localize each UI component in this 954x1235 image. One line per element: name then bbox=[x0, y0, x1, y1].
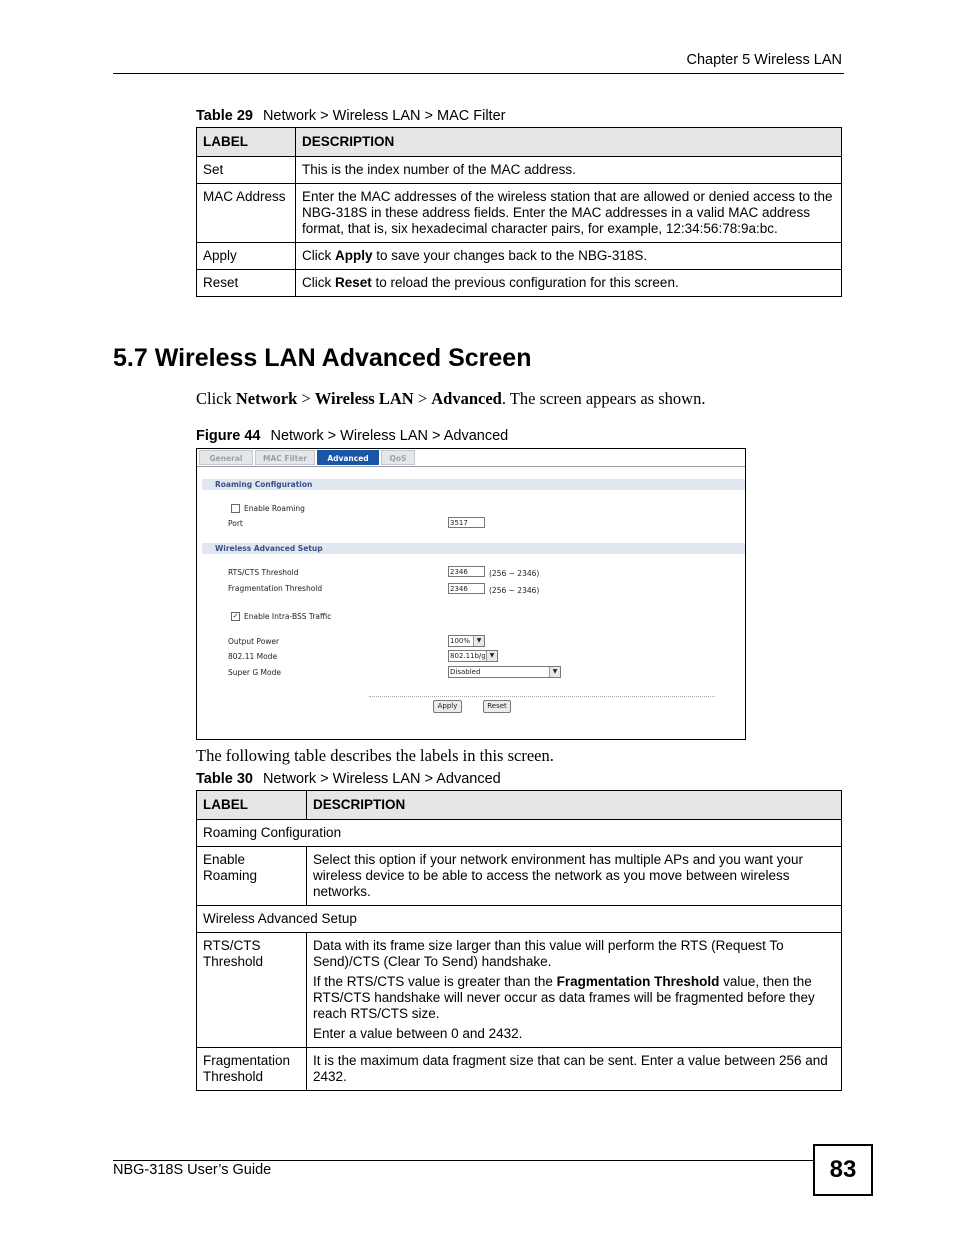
table-section-row bbox=[197, 906, 842, 933]
desc-text: Click bbox=[302, 248, 335, 263]
output-power-label: Output Power bbox=[228, 637, 280, 646]
super-g-label: Super G Mode bbox=[228, 668, 281, 677]
table-header-row bbox=[197, 128, 842, 157]
column-header-label: LABEL bbox=[197, 128, 296, 157]
desc-paragraph: Enter a value between 0 and 2432. bbox=[313, 1026, 523, 1041]
output-power-value: 100% bbox=[450, 637, 471, 645]
tab-qos[interactable]: QoS bbox=[381, 450, 415, 465]
row-label: Set bbox=[197, 157, 296, 184]
table-30-number: Table 30 bbox=[196, 771, 253, 787]
fragmentation-threshold-range: (256 ~ 2346) bbox=[489, 586, 540, 595]
figure-44-caption bbox=[196, 428, 508, 444]
row-description: This is the index number of the MAC address. bbox=[296, 157, 842, 184]
menu-advanced: Advanced bbox=[431, 389, 502, 408]
table-29 bbox=[196, 127, 842, 297]
header-rule bbox=[113, 73, 844, 74]
table-row bbox=[197, 157, 842, 184]
intro-paragraph bbox=[196, 389, 705, 409]
enable-roaming-label: Enable Roaming bbox=[244, 504, 305, 513]
table-row bbox=[197, 243, 842, 270]
row-label: Reset bbox=[197, 270, 296, 297]
super-g-select[interactable] bbox=[448, 666, 561, 678]
roaming-config-header: Roaming Configuration bbox=[202, 479, 745, 490]
section-roaming-configuration: Roaming Configuration bbox=[197, 820, 842, 847]
enable-roaming-checkbox[interactable] bbox=[231, 504, 240, 513]
intro-separator: > bbox=[413, 389, 432, 408]
rts-threshold-input[interactable]: 2346 bbox=[448, 566, 485, 577]
column-header-label: LABEL bbox=[197, 791, 307, 820]
row-description: It is the maximum data fragment size that can be sent. Enter a value between 256 and 2432. bbox=[307, 1048, 842, 1091]
intro-text: . The screen appears as shown. bbox=[501, 389, 706, 408]
divider bbox=[369, 696, 715, 697]
intra-bss-checkbox[interactable]: ✓ bbox=[232, 612, 239, 620]
chevron-down-icon: ▼ bbox=[549, 667, 560, 677]
desc-text: value, then the RTS/CTS handshake will never occur as data frames will be fragmented before they reach RTS/CTS size. bbox=[313, 974, 815, 1021]
following-text: The following table describes the labels in this screen. bbox=[196, 746, 554, 765]
figure-44-number: Figure 44 bbox=[196, 428, 261, 444]
chevron-down-icon: ▼ bbox=[473, 636, 484, 646]
tab-mac-filter[interactable]: MAC Filter bbox=[255, 450, 315, 465]
table-row bbox=[197, 184, 842, 243]
desc-bold: Fragmentation Threshold bbox=[556, 974, 720, 989]
super-g-value: Disabled bbox=[450, 668, 481, 676]
advanced-screen-figure bbox=[196, 448, 746, 740]
column-header-description: DESCRIPTION bbox=[296, 128, 842, 157]
row-label: Fragmentation Threshold bbox=[197, 1048, 307, 1091]
output-power-select[interactable] bbox=[448, 635, 485, 647]
intro-separator: > bbox=[297, 389, 315, 408]
row-description: Select this option if your network environment has multiple APs and you want your wireless device to be able to access the network as you move between wireless networks. bbox=[307, 847, 842, 906]
row-description bbox=[307, 933, 842, 1048]
chevron-down-icon: ▼ bbox=[486, 651, 497, 661]
figure-44-title: Network > Wireless LAN > Advanced bbox=[270, 428, 509, 444]
intro-text: Click bbox=[196, 389, 236, 408]
desc-text: If the RTS/CTS value is greater than the bbox=[313, 974, 557, 989]
fragmentation-threshold-input[interactable]: 2346 bbox=[448, 583, 485, 594]
wireless-advanced-header: Wireless Advanced Setup bbox=[202, 543, 745, 554]
table-30-title: Network > Wireless LAN > Advanced bbox=[262, 771, 501, 787]
row-description bbox=[296, 243, 842, 270]
port-input[interactable]: 3517 bbox=[448, 517, 485, 528]
table-29-title: Network > Wireless LAN > MAC Filter bbox=[262, 108, 506, 124]
table-30 bbox=[196, 790, 842, 1091]
section-title: 5.7 Wireless LAN Advanced Screen bbox=[113, 344, 532, 372]
fragmentation-threshold-label: Fragmentation Threshold bbox=[228, 584, 323, 593]
row-label: Enable Roaming bbox=[197, 847, 307, 906]
table-29-number: Table 29 bbox=[196, 108, 253, 124]
desc-text: to reload the previous configuration for this screen. bbox=[371, 275, 679, 290]
column-header-description: DESCRIPTION bbox=[307, 791, 842, 820]
mode-label: 802.11 Mode bbox=[228, 652, 278, 661]
mode-value: 802.11b/g bbox=[450, 652, 486, 660]
section-wireless-advanced-setup: Wireless Advanced Setup bbox=[197, 906, 842, 933]
menu-network: Network bbox=[235, 389, 298, 408]
table-30-caption bbox=[196, 771, 501, 787]
row-label: MAC Address bbox=[197, 184, 296, 243]
guide-title: NBG-318S User’s Guide bbox=[113, 1162, 272, 1178]
table-section-row bbox=[197, 820, 842, 847]
row-label: Apply bbox=[197, 243, 296, 270]
table-29-caption bbox=[196, 108, 505, 124]
page-number: 83 bbox=[813, 1144, 873, 1196]
row-label: RTS/CTS Threshold bbox=[197, 933, 307, 1048]
chapter-header: Chapter 5 Wireless LAN bbox=[686, 52, 842, 68]
footer-rule bbox=[113, 1160, 813, 1161]
desc-bold: Reset bbox=[335, 275, 372, 290]
tab-advanced[interactable]: Advanced bbox=[317, 450, 379, 465]
reset-button[interactable]: Reset bbox=[483, 700, 511, 713]
tab-bar bbox=[197, 449, 745, 467]
table-row bbox=[197, 933, 842, 1048]
table-row bbox=[197, 847, 842, 906]
desc-bold: Apply bbox=[335, 248, 373, 263]
desc-text: to save your changes back to the NBG-318S. bbox=[372, 248, 648, 263]
table-header-row bbox=[197, 791, 842, 820]
table-row bbox=[197, 1048, 842, 1091]
port-label: Port bbox=[228, 519, 243, 528]
row-description bbox=[296, 270, 842, 297]
row-description: Enter the MAC addresses of the wireless station that are allowed or denied access to the NBG-318S in these address fields. Enter the MAC addresses in a valid MAC address format, that is, six hexadecimal character pairs, for example, 12:34:56:78:9a:bc. bbox=[296, 184, 842, 243]
apply-button[interactable]: Apply bbox=[433, 700, 462, 713]
table-row bbox=[197, 270, 842, 297]
menu-wireless-lan: Wireless LAN bbox=[314, 389, 414, 408]
intra-bss-label: Enable Intra-BSS Traffic bbox=[244, 612, 332, 621]
desc-paragraph: Data with its frame size larger than this value will perform the RTS (Request To Send)/CTS (Clear To Send) handshake. bbox=[313, 938, 784, 969]
tab-general[interactable]: General bbox=[199, 450, 253, 465]
desc-paragraph bbox=[313, 974, 835, 1022]
mode-select[interactable] bbox=[448, 650, 498, 662]
desc-text: Click bbox=[302, 275, 335, 290]
rts-threshold-range: (256 ~ 2346) bbox=[489, 569, 540, 578]
rts-threshold-label: RTS/CTS Threshold bbox=[228, 568, 299, 577]
